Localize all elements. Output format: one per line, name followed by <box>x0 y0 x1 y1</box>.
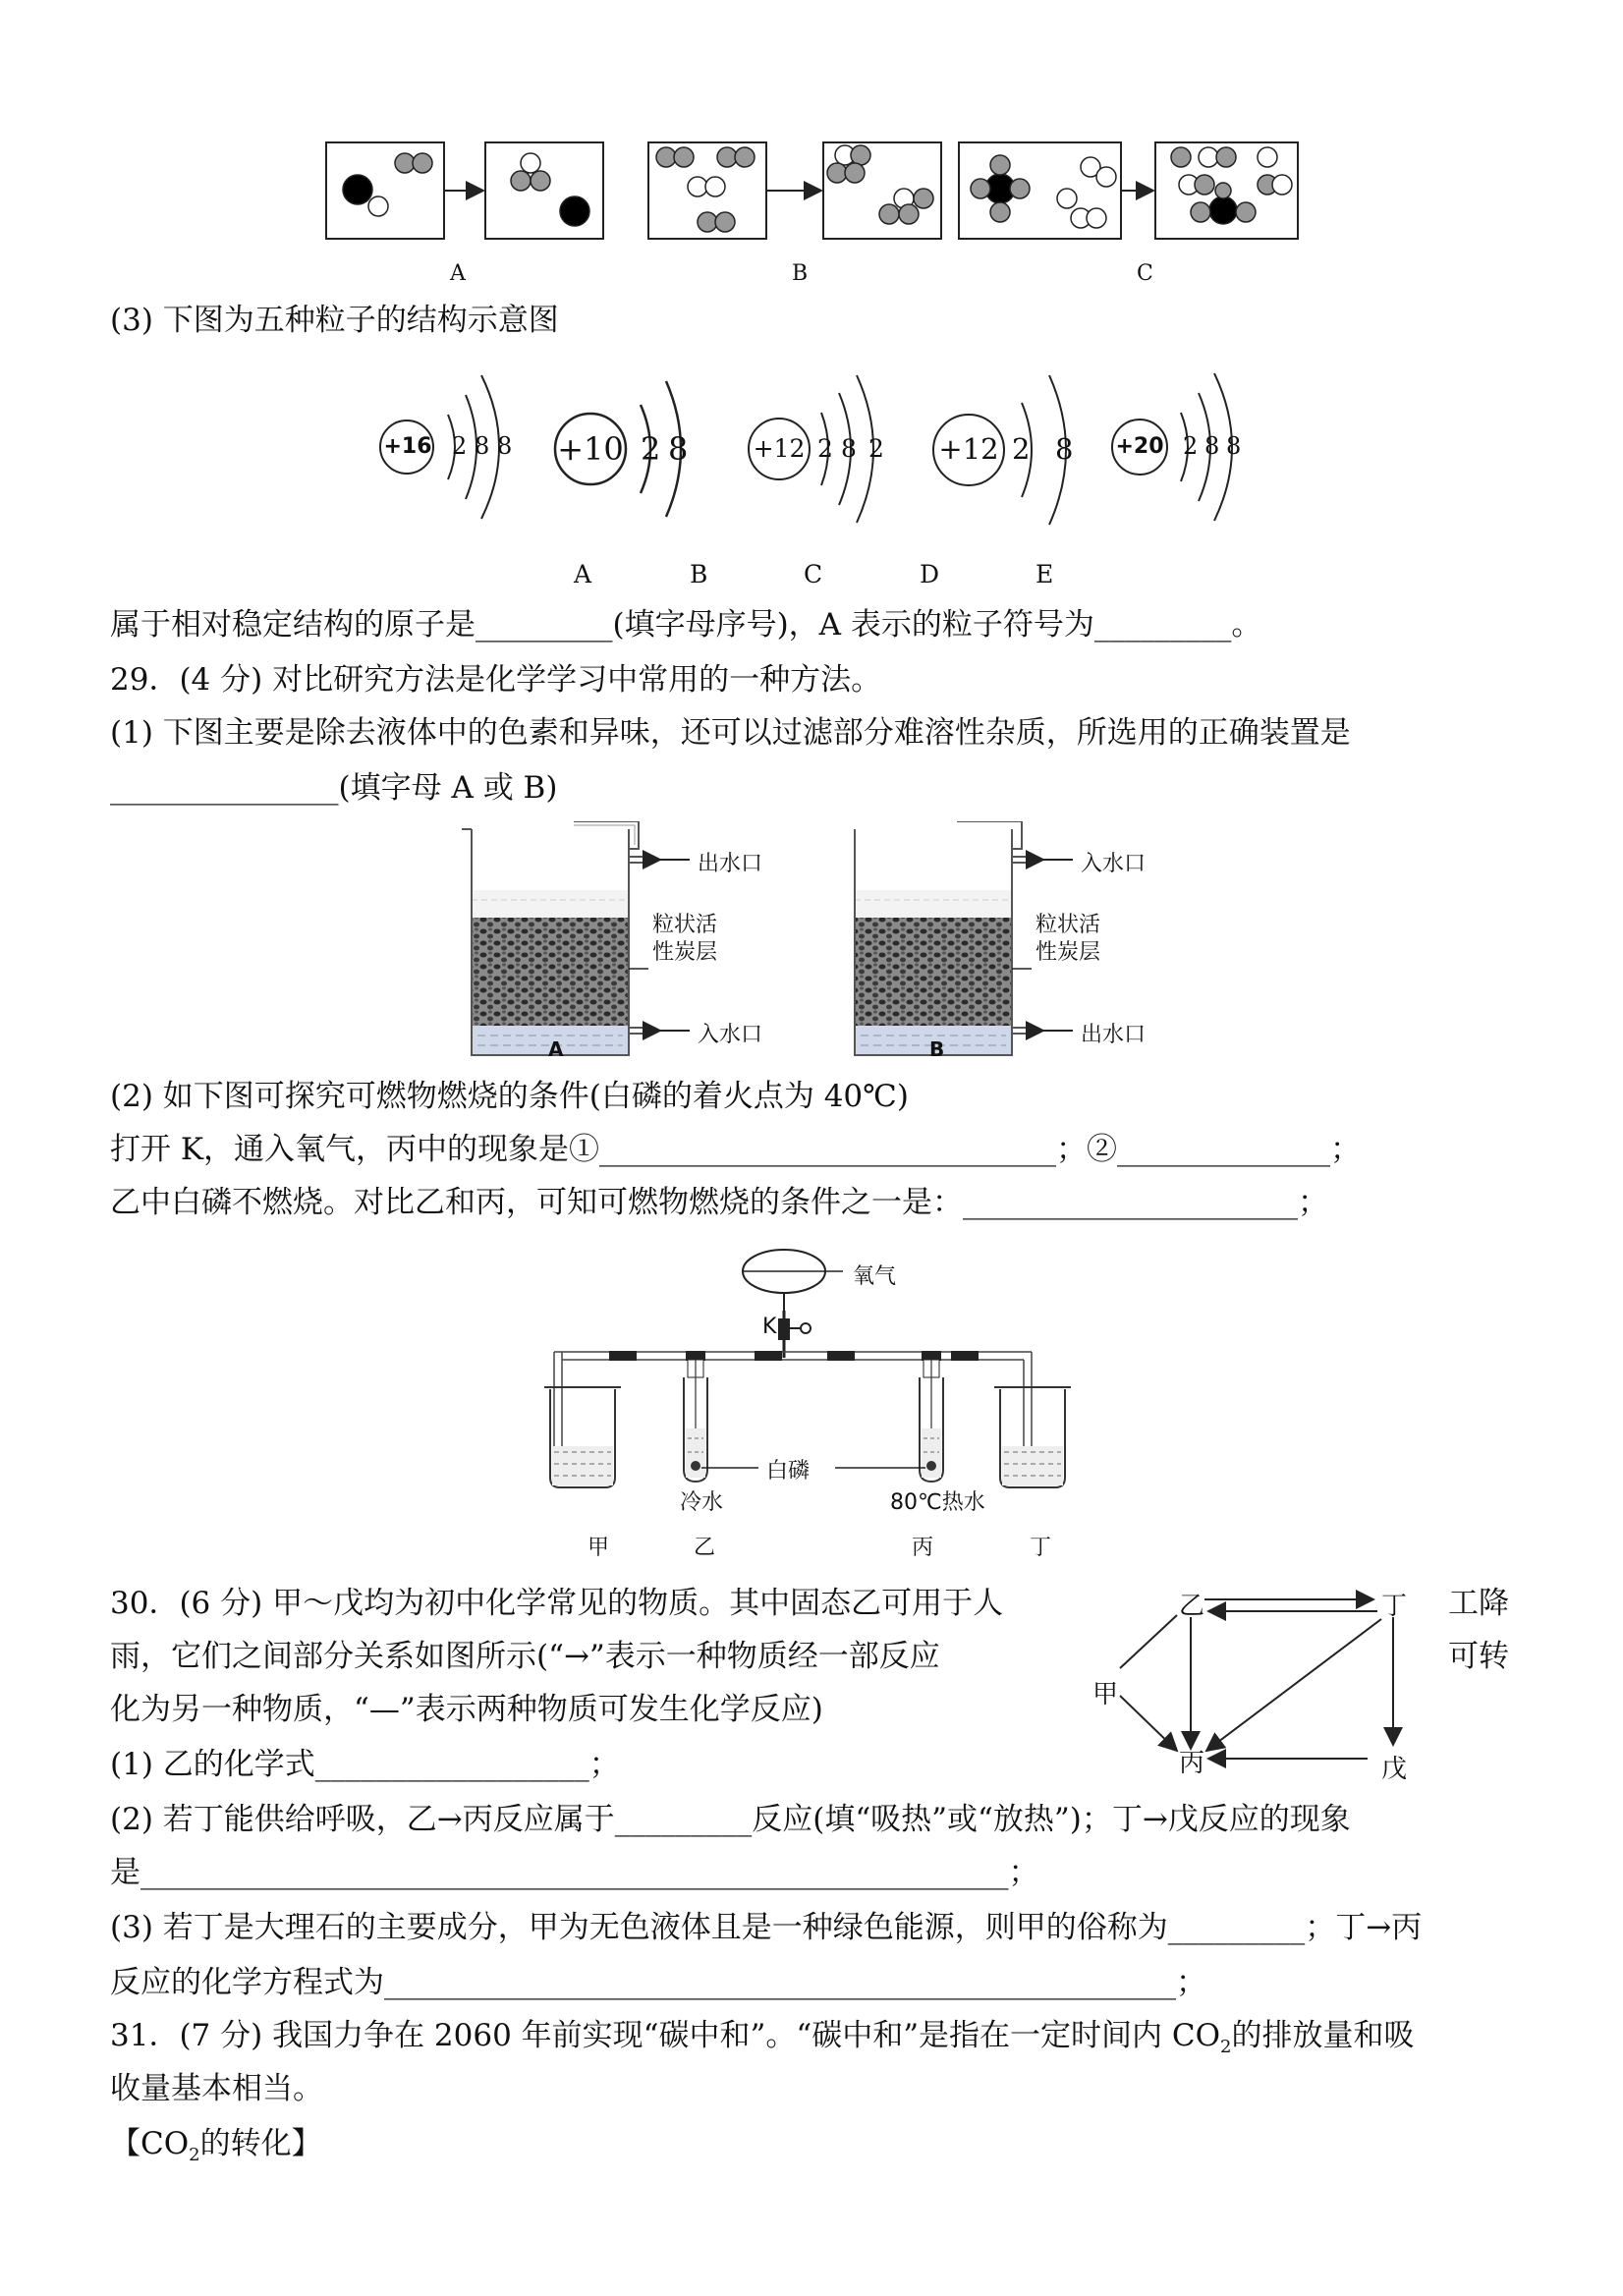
q31-line1 <box>110 2016 1415 2067</box>
particle-label-b: B <box>690 560 708 588</box>
combustion-apparatus-figure <box>540 1242 1091 1527</box>
q28-3-question: 属于相对稳定结构的原子是_________(填字母序号)，A 表示的粒子符号为_________。 <box>110 607 1262 643</box>
apparatus-a-top-port: 出水口 <box>698 852 763 876</box>
particle-b-shell-1: 2 <box>641 430 661 468</box>
particle-c-shell-3: 2 <box>868 434 884 463</box>
q29-part2-line2: 打开 K，通入氧气，丙中的现象是①______________________________；②______________； <box>110 1132 1362 1167</box>
molecule-label-a: A <box>450 261 466 286</box>
q31-heading-pre: 【CO <box>110 2126 190 2161</box>
apparatus-a-label: A <box>548 1037 564 1061</box>
q30-sub2-a: (2) 若丁能供给呼吸，乙→丙反应属于_________反应(填“吸热”或“放热”)；丁→戊反应的现象 <box>110 1802 1351 1837</box>
q30-line2: 雨，它们之间部分关系如图所示(“→”表示一种物质经一部反应 <box>110 1639 940 1674</box>
particle-e-shell-2: 8 <box>1204 432 1220 460</box>
q30-sub1: (1) 乙的化学式__________________； <box>110 1747 620 1782</box>
particle-diagram-c <box>737 354 904 550</box>
q30-line3: 化为另一种物质，“—”表示两种物质可发生化学反应) <box>110 1692 823 1727</box>
q31-line1-pre: 31．(7 分) 我国力争在 2060 年前实现“碳中和”。“碳中和”是指在一定时间内 CO <box>110 2018 1221 2053</box>
q29-header: 29．(4 分) 对比研究方法是化学学习中常用的一种方法。 <box>110 662 882 698</box>
q31-heading-sub: 2 <box>189 2145 200 2166</box>
apparatus-b-layer-line2: 性炭层 <box>1035 940 1101 965</box>
particle-label-e: E <box>1035 560 1054 588</box>
q31-line2: 收量基本相当。 <box>110 2071 323 2106</box>
q28-3-intro: (3) 下图为五种粒子的结构示意图 <box>110 303 559 338</box>
apparatus-a-layer-line1: 粒状活 <box>652 913 718 937</box>
apparatus-b-layer-line1: 粒状活 <box>1035 913 1101 937</box>
particle-e-shell-3: 8 <box>1226 432 1242 460</box>
particle-d-shell-1: 2 <box>1012 432 1031 466</box>
q29-part1-line1: (1) 下图主要是除去液体中的色素和异味，还可以过滤部分难溶性杂质，所选用的正确装置是 <box>110 715 1351 751</box>
apparatus-b-label: B <box>929 1037 945 1061</box>
q30-line1: 30．(6 分) 甲～戊均为初中化学常见的物质。其中固态乙可用于人 <box>110 1586 1004 1621</box>
vessel-ding-label: 丁 <box>1030 1536 1052 1560</box>
particle-a-shell-2: 8 <box>475 432 490 460</box>
particle-c-shell-1: 2 <box>817 434 833 463</box>
apparatus-b-bottom-port: 出水口 <box>1081 1023 1147 1047</box>
particle-label-c: C <box>804 560 823 588</box>
q30-sub3-b: 反应的化学方程式为____________________________________________________； <box>110 1965 1206 2000</box>
q31-line1-post: 的排放量和吸 <box>1231 2018 1415 2053</box>
particle-e-nucleus: +20 <box>1115 434 1164 459</box>
particle-b-shell-2: 8 <box>668 430 689 468</box>
particle-diagram-d <box>923 354 1091 550</box>
particle-d-nucleus: +12 <box>938 432 999 466</box>
q30-line2-tail: 可转 <box>1448 1639 1509 1674</box>
q29-part2-line3: 乙中白磷不燃烧。对比乙和丙，可知可燃物燃烧的条件之一是：______________________； <box>110 1185 1328 1220</box>
apparatus-b-top-port: 入水口 <box>1081 852 1147 876</box>
cold-water-label: 冷水 <box>680 1490 724 1515</box>
node-ding: 丁 <box>1381 1592 1408 1621</box>
particle-a-nucleus: +16 <box>383 434 432 459</box>
node-jia: 甲 <box>1092 1680 1119 1709</box>
node-wu: 戊 <box>1381 1755 1408 1784</box>
node-yi: 乙 <box>1179 1592 1205 1621</box>
particle-c-nucleus: +12 <box>753 434 806 463</box>
particle-diagram-e <box>1102 354 1269 550</box>
q30-sub3-a: (3) 若丁是大理石的主要成分，甲为无色液体且是一种绿色能源，则甲的俗称为_________；丁→丙 <box>110 1910 1423 1945</box>
vessel-bing-label: 丙 <box>912 1536 934 1560</box>
vessel-yi-label: 乙 <box>694 1536 716 1560</box>
q31-co2-heading <box>110 2124 322 2175</box>
particle-c-shell-2: 8 <box>841 434 857 463</box>
particle-d-shell-2: 8 <box>1055 432 1074 466</box>
hot-water-label: 80℃热水 <box>890 1490 985 1515</box>
particle-a-shell-1: 2 <box>452 432 468 460</box>
particle-diagram-b <box>546 354 703 550</box>
white-phosphorus-label: 白磷 <box>766 1459 811 1484</box>
particle-diagram-a <box>371 354 538 550</box>
node-bing: 丙 <box>1179 1749 1205 1778</box>
particle-b-nucleus: +10 <box>557 430 624 468</box>
q30-line1-tail: 工降 <box>1448 1586 1509 1621</box>
q29-part2-line1: (2) 如下图可探究可燃物燃烧的条件(白磷的着火点为 40℃) <box>110 1079 909 1114</box>
oxygen-label: 氧气 <box>853 1264 897 1289</box>
particle-e-shell-1: 2 <box>1183 432 1199 460</box>
particle-label-a: A <box>574 560 592 588</box>
vessel-jia-label: 甲 <box>588 1536 610 1560</box>
q31-line1-sub: 2 <box>1220 2037 1232 2058</box>
q31-heading-post: 的转化】 <box>199 2126 322 2161</box>
molecule-label-c: C <box>1137 261 1153 286</box>
molecule-label-b: B <box>792 261 809 286</box>
q30-sub2-b: 是_________________________________________________________； <box>110 1855 1039 1890</box>
apparatus-a-layer-line2: 性炭层 <box>652 940 718 965</box>
valve-k-label: K <box>762 1315 777 1339</box>
particle-a-shell-3: 8 <box>497 432 513 460</box>
apparatus-a-bottom-port: 入水口 <box>698 1023 763 1047</box>
q29-part1-line2: _______________(填字母 A 或 B) <box>110 770 558 806</box>
particle-label-d: D <box>920 560 940 588</box>
